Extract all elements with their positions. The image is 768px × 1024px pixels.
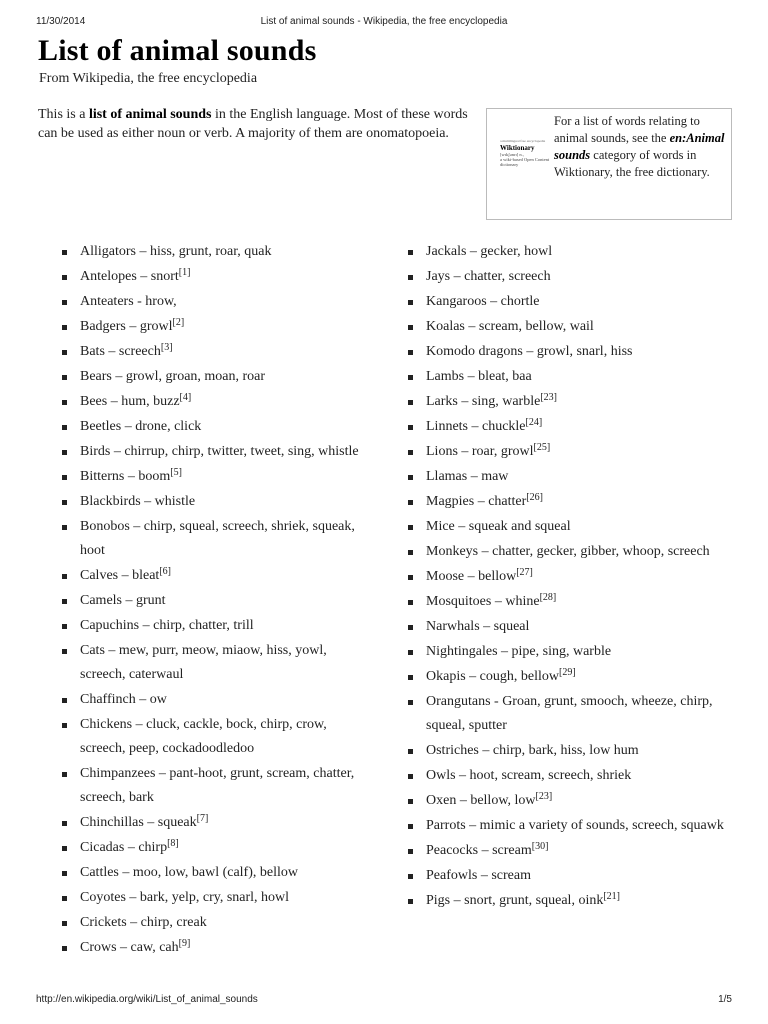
wiktionary-logo-brand: Wiktionary — [500, 144, 535, 152]
list-item-text: Bonobos – chirp, squeal, screech, shriek, squeak, hoot — [80, 519, 355, 558]
citation-link[interactable]: [9] — [178, 938, 191, 949]
list-item-text: Birds – chirrup, chirp, twitter, tweet, sing, whistle — [80, 444, 359, 459]
citation-link[interactable]: [30] — [531, 841, 549, 852]
list-item-text: Badgers – growl — [80, 319, 173, 334]
list-item — [62, 811, 362, 835]
citation-link[interactable]: [6] — [159, 566, 171, 577]
list-item — [62, 911, 362, 935]
list-item-text: Owls – hoot, scream, screech, shriek — [426, 768, 632, 783]
list-item-text: Ostriches – chirp, bark, hiss, low hum — [426, 743, 639, 758]
list-item-text: Monkeys – chatter, gecker, gibber, whoop, screech — [426, 544, 710, 559]
list-item-text: Calves – bleat — [80, 568, 160, 583]
citation-link[interactable]: [3] — [160, 342, 173, 353]
list-item-text: Narwhals – squeal — [426, 619, 530, 634]
list-item-text: Mice – squeak and squeal — [426, 519, 571, 534]
list-item-text: Peafowls – scream — [426, 868, 531, 883]
list-item — [62, 240, 362, 264]
list-item — [408, 764, 728, 788]
citation-link[interactable]: [24] — [525, 417, 543, 428]
list-item — [408, 590, 728, 614]
list-item-text: Nightingales – pipe, sing, warble — [426, 644, 612, 659]
list-item-text: Alligators – hiss, grunt, roar, quak — [80, 244, 272, 259]
list-item-text: Moose – bellow — [426, 569, 517, 584]
list-item — [408, 739, 728, 763]
list-item-text: Chimpanzees – pant-hoot, grunt, scream, chatter, screech, bark — [80, 766, 355, 805]
page-title: List of animal sounds — [38, 34, 317, 67]
wiktionary-category-link[interactable]: en:Animal sounds — [554, 131, 725, 162]
list-item — [408, 814, 728, 838]
list-item — [62, 365, 362, 389]
print-date: 11/30/2014 — [36, 16, 86, 27]
list-item-text: Llamas – maw — [426, 469, 509, 484]
list-item — [408, 665, 728, 689]
list-item-text: Peacocks – scream — [426, 843, 532, 858]
list-item-text: Pigs – snort, grunt, squeal, oink — [426, 893, 604, 908]
list-item-text: Beetles – drone, click — [80, 419, 202, 434]
list-item — [62, 713, 362, 761]
list-item-text: Bees – hum, buzz — [80, 394, 180, 409]
citation-link[interactable]: [29] — [558, 667, 576, 678]
list-item-text: Lambs – bleat, baa — [426, 369, 532, 384]
citation-link[interactable]: [4] — [179, 392, 192, 403]
list-item-text: Magpies – chatter — [426, 494, 527, 509]
print-footer — [0, 994, 768, 1008]
intro-paragraph — [38, 105, 468, 143]
list-item — [408, 540, 728, 564]
list-item — [408, 889, 728, 913]
list-item — [62, 688, 362, 712]
wiktionary-logo-desc: a wiki-based Open Content dictionary — [500, 157, 550, 167]
citation-link[interactable]: [25] — [533, 442, 551, 453]
wiktionary-box-text — [554, 113, 726, 181]
list-item-text: Larks – sing, warble — [426, 394, 541, 409]
list-item-text: Cicadas – chirp — [80, 840, 168, 855]
citation-link[interactable]: [28] — [539, 592, 557, 603]
citation-link[interactable]: [23] — [540, 392, 557, 403]
list-item-text: Chaffinch – ow — [80, 692, 167, 707]
list-item — [62, 315, 362, 339]
list-item — [408, 315, 728, 339]
list-item — [62, 762, 362, 810]
list-item — [408, 415, 728, 439]
list-item-text: Oxen – bellow, low — [426, 793, 536, 808]
citation-link[interactable]: [21] — [603, 891, 621, 902]
citation-link[interactable]: [2] — [172, 317, 185, 328]
list-item — [62, 440, 362, 464]
intro-text-post: in the English language. Most of these words can be used as either noun or verb. A majority of them are onomatopoeia. — [38, 107, 468, 141]
list-item-text: Mosquitoes – whine — [426, 594, 540, 609]
list-item — [408, 340, 728, 364]
list-item-text: Linnets – chuckle — [426, 419, 526, 434]
list-item — [408, 565, 728, 589]
list-item-text: Blackbirds – whistle — [80, 494, 196, 509]
list-item-text: Koalas – scream, bellow, wail — [426, 319, 594, 334]
list-item-text: Jays – chatter, screech — [426, 269, 551, 284]
list-item — [62, 861, 362, 885]
list-item-text: Orangutans - Groan, grunt, smooch, wheeze, chirp, squeal, sputter — [426, 694, 713, 733]
wiktionary-text-pre: For a list of words relating to animal sounds, see the — [554, 114, 700, 145]
list-item — [408, 290, 728, 314]
list-item-text: Jackals – gecker, howl — [426, 244, 553, 259]
citation-link[interactable]: [1] — [178, 267, 191, 278]
list-item — [62, 490, 362, 514]
list-item — [408, 864, 728, 888]
list-item — [408, 440, 728, 464]
list-item-text: Cattles – moo, low, bawl (calf), bellow — [80, 865, 298, 880]
print-page-number: 1/5 — [718, 994, 732, 1005]
list-item — [408, 365, 728, 389]
citation-link[interactable]: [7] — [196, 813, 209, 824]
list-item-text: Chickens – cluck, cackle, bock, chirp, crow, screech, peep, cockadoodledoo — [80, 717, 327, 756]
wiktionary-logo — [500, 139, 550, 185]
list-item-text: Bitterns – boom — [80, 469, 171, 484]
list-item — [408, 265, 728, 289]
list-item-text: Okapis – cough, bellow — [426, 669, 559, 684]
list-item — [408, 240, 728, 264]
list-item-text: Antelopes – snort — [80, 269, 179, 284]
animal-list-column-2 — [408, 240, 728, 914]
list-item — [408, 390, 728, 414]
list-item — [62, 415, 362, 439]
list-item-text: Bears – growl, groan, moan, roar — [80, 369, 266, 384]
page-subtitle: From Wikipedia, the free encyclopedia — [39, 71, 258, 86]
citation-link[interactable]: [23] — [535, 791, 553, 802]
citation-link[interactable]: [8] — [167, 838, 179, 849]
list-item — [62, 614, 362, 638]
citation-link[interactable]: [5] — [170, 467, 182, 478]
animal-list-column-1 — [62, 240, 362, 961]
list-item — [62, 340, 362, 364]
list-item-text: Kangaroos – chortle — [426, 294, 540, 309]
list-item-text: Crickets – chirp, creak — [80, 915, 207, 930]
list-item-text: Capuchins – chirp, chatter, trill — [80, 618, 254, 633]
list-item — [408, 640, 728, 664]
list-item — [62, 564, 362, 588]
list-item — [408, 839, 728, 863]
list-item — [408, 490, 728, 514]
list-item — [408, 515, 728, 539]
print-header — [0, 16, 768, 30]
list-item — [408, 465, 728, 489]
list-item — [62, 886, 362, 910]
wiktionary-logo-pron: [wɪkʃənrɪ] n., — [500, 152, 524, 157]
wiktionary-text-post: category of words in Wiktionary, the free dictionary. — [554, 148, 710, 179]
list-item-text: Bats – screech — [80, 344, 161, 359]
list-item-text: Camels – grunt — [80, 593, 166, 608]
list-item-text: Crows – caw, cah — [80, 940, 179, 955]
list-item — [62, 390, 362, 414]
list-item — [62, 589, 362, 613]
list-item — [408, 690, 728, 738]
list-item — [62, 639, 362, 687]
list-item — [62, 265, 362, 289]
list-item-text: Cats – mew, purr, meow, miaow, hiss, yowl, screech, caterwaul — [80, 643, 327, 682]
wiktionary-box — [486, 108, 732, 220]
list-item-text: Komodo dragons – growl, snarl, hiss — [426, 344, 633, 359]
list-item-text: Lions – roar, growl — [426, 444, 534, 459]
list-item-text: Coyotes – bark, yelp, cry, snarl, howl — [80, 890, 290, 905]
intro-bold-link[interactable]: list of animal sounds — [88, 107, 212, 122]
list-item — [62, 290, 362, 314]
citation-link[interactable]: [26] — [526, 492, 543, 503]
print-page-title: List of animal sounds - Wikipedia, the free encyclopedia — [260, 16, 508, 27]
list-item — [62, 836, 362, 860]
list-item-text: Chinchillas – squeak — [80, 815, 197, 830]
list-item-text: Parrots – mimic a variety of sounds, screech, squawk — [426, 818, 724, 833]
list-item — [62, 936, 362, 960]
wiktionary-logo-tagline: a multilingual free encyclopedia — [500, 139, 546, 143]
list-item — [408, 615, 728, 639]
list-item — [62, 465, 362, 489]
list-item — [408, 789, 728, 813]
print-url: http://en.wikipedia.org/wiki/List_of_animal_sounds — [36, 994, 258, 1005]
citation-link[interactable]: [27] — [516, 567, 533, 578]
list-item-text: Anteaters - hrow, — [80, 294, 177, 309]
list-item — [62, 515, 362, 563]
intro-text-pre: This is a — [38, 107, 89, 122]
